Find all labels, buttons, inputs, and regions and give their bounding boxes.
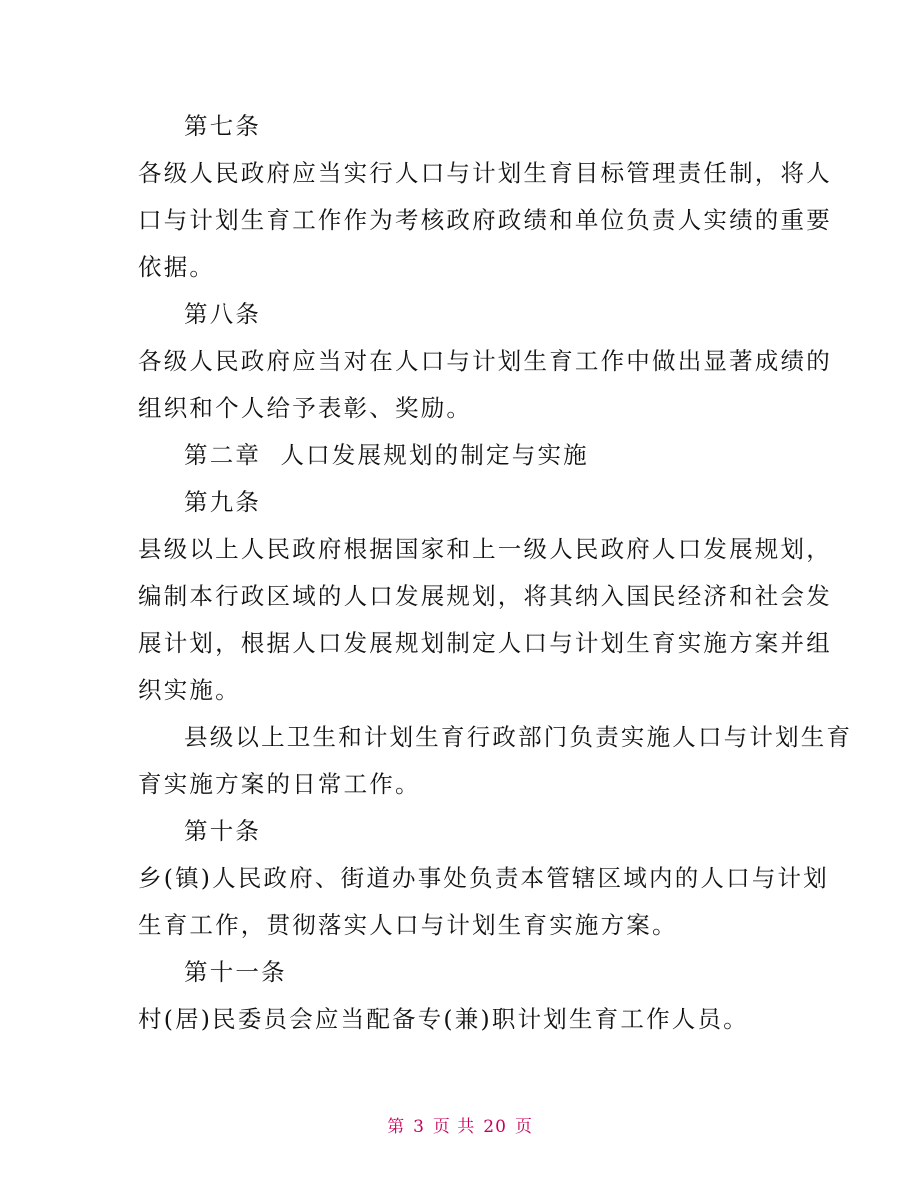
article-9-text-line-3: 展计划，根据人口发展规划制定人口与计划生育实施方案并组 [138, 629, 832, 657]
article-9-heading: 第九条 [184, 488, 262, 516]
article-9-paragraph-2-line-2: 育实施方案的日常工作。 [138, 770, 421, 798]
footer-prefix: 第 [387, 1117, 406, 1137]
article-9-text-line-2: 编制本行政区域的人口发展规划，将其纳入国民经济和社会发 [138, 582, 832, 610]
article-8-text-line-2: 组织和个人给予表彰、奖励。 [138, 394, 473, 422]
article-8-heading: 第八条 [184, 300, 262, 328]
article-10-text-line-2: 生育工作，贯彻落实人口与计划生育实施方案。 [138, 911, 678, 939]
article-7-text-line-2: 口与计划生育工作作为考核政府政绩和单位负责人实绩的重要 [138, 206, 832, 234]
article-9-text-line-1: 县级以上人民政府根据国家和上一级人民政府人口发展规划， [138, 535, 832, 563]
article-9-text-line-4: 织实施。 [138, 676, 241, 704]
footer-total-pages: 20 [483, 1117, 507, 1137]
footer-middle: 页 共 [432, 1117, 476, 1137]
article-7-heading: 第七条 [184, 112, 262, 140]
footer-current-page: 3 [413, 1117, 425, 1137]
chapter-2-heading: 第二章 人口发展规划的制定与实施 [184, 441, 589, 469]
article-9-paragraph-2-line-1: 县级以上卫生和计划生育行政部门负责实施人口与计划生育 [184, 723, 853, 751]
article-11-text-line-1: 村(居)民委员会应当配备专(兼)职计划生育工作人员。 [138, 1005, 749, 1033]
article-11-heading: 第十一条 [184, 958, 287, 986]
article-7-text-line-1: 各级人民政府应当实行人口与计划生育目标管理责任制，将人 [138, 159, 832, 187]
page-footer [0, 1112, 920, 1137]
article-8-text-line-1: 各级人民政府应当对在人口与计划生育工作中做出显著成绩的 [138, 347, 832, 375]
article-7-text-line-3: 依据。 [138, 253, 216, 281]
article-10-text-line-1: 乡(镇)人民政府、街道办事处负责本管辖区域内的人口与计划 [138, 864, 829, 892]
article-10-heading: 第十条 [184, 817, 262, 845]
document-body [138, 103, 853, 1043]
footer-suffix: 页 [514, 1117, 533, 1137]
